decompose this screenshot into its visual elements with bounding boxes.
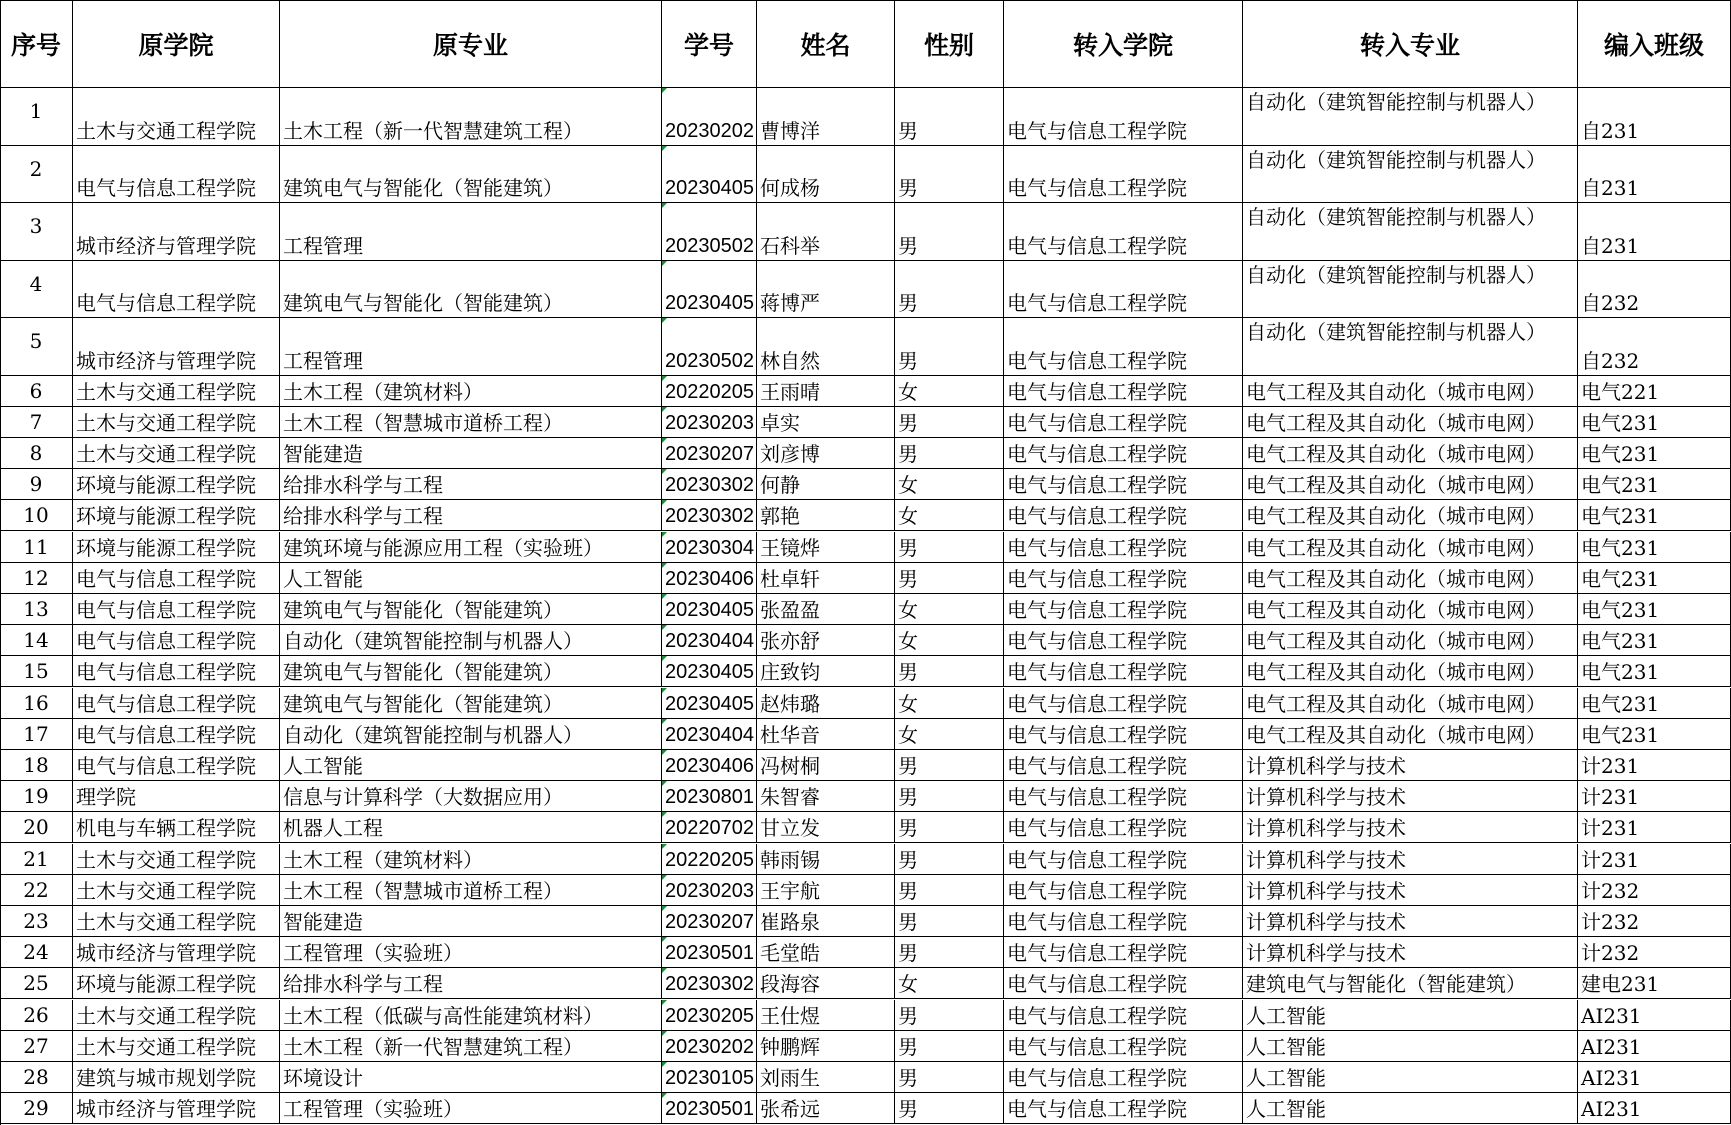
- cell-orig-college[interactable]: 环境与能源工程学院: [73, 532, 280, 563]
- cell-student-id[interactable]: 20220205: [662, 376, 757, 407]
- cell-name[interactable]: 张盈盈: [757, 594, 895, 625]
- cell-orig-major[interactable]: 工程管理（实验班）: [280, 1093, 662, 1124]
- cell-class[interactable]: 计232: [1578, 875, 1731, 906]
- cell-seq[interactable]: 8: [0, 438, 73, 469]
- cell-orig-college[interactable]: 城市经济与管理学院: [73, 318, 280, 376]
- cell-name[interactable]: 甘立发: [757, 812, 895, 843]
- cell-dest-college[interactable]: 电气与信息工程学院: [1004, 407, 1243, 438]
- cell-dest-major[interactable]: 人工智能: [1243, 1031, 1578, 1062]
- cell-dest-college[interactable]: 电气与信息工程学院: [1004, 968, 1243, 999]
- cell-gender[interactable]: 男: [895, 1031, 1004, 1062]
- cell-seq[interactable]: 11: [0, 532, 73, 563]
- cell-dest-major[interactable]: 建筑电气与智能化（智能建筑）: [1243, 968, 1578, 999]
- header-gender[interactable]: 性别: [895, 0, 1004, 88]
- cell-orig-college[interactable]: 城市经济与管理学院: [73, 1093, 280, 1124]
- cell-orig-college[interactable]: 环境与能源工程学院: [73, 500, 280, 531]
- cell-seq[interactable]: 9: [0, 469, 73, 500]
- cell-dest-major[interactable]: 计算机科学与技术: [1243, 875, 1578, 906]
- error-indicator-icon: [662, 812, 667, 817]
- cell-dest-major[interactable]: 自动化（建筑智能控制与机器人）: [1243, 318, 1578, 376]
- cell-orig-major[interactable]: 建筑电气与智能化（智能建筑）: [280, 594, 662, 625]
- cell-dest-college[interactable]: 电气与信息工程学院: [1004, 656, 1243, 687]
- cell-name[interactable]: 曹博洋: [757, 88, 895, 146]
- cell-orig-major[interactable]: 建筑电气与智能化（智能建筑）: [280, 656, 662, 687]
- cell-class[interactable]: 计231: [1578, 750, 1731, 781]
- cell-name[interactable]: 张希远: [757, 1093, 895, 1124]
- cell-orig-college[interactable]: 土木与交通工程学院: [73, 906, 280, 937]
- cell-name[interactable]: 何静: [757, 469, 895, 500]
- cell-seq[interactable]: 7: [0, 407, 73, 438]
- cell-class[interactable]: 电气231: [1578, 719, 1731, 750]
- cell-name[interactable]: 段海容: [757, 968, 895, 999]
- cell-dest-college[interactable]: 电气与信息工程学院: [1004, 625, 1243, 656]
- cell-dest-college[interactable]: 电气与信息工程学院: [1004, 500, 1243, 531]
- cell-dest-major[interactable]: 电气工程及其自动化（城市电网）: [1243, 376, 1578, 407]
- cell-seq[interactable]: 21: [0, 844, 73, 875]
- cell-orig-major[interactable]: 人工智能: [280, 563, 662, 594]
- cell-orig-major[interactable]: 给排水科学与工程: [280, 469, 662, 500]
- cell-class[interactable]: 电气231: [1578, 563, 1731, 594]
- cell-orig-college[interactable]: 土木与交通工程学院: [73, 438, 280, 469]
- error-indicator-icon: [662, 906, 667, 911]
- cell-name[interactable]: 冯树桐: [757, 750, 895, 781]
- cell-gender[interactable]: 女: [895, 968, 1004, 999]
- cell-student-id[interactable]: 20230801: [662, 781, 757, 812]
- cell-gender[interactable]: 男: [895, 656, 1004, 687]
- cell-student-id[interactable]: 20230304: [662, 532, 757, 563]
- cell-student-id[interactable]: 20230406: [662, 750, 757, 781]
- cell-orig-major[interactable]: 土木工程（建筑材料）: [280, 844, 662, 875]
- cell-orig-college[interactable]: 城市经济与管理学院: [73, 203, 280, 261]
- error-indicator-icon: [662, 688, 667, 693]
- error-indicator-icon: [662, 203, 667, 208]
- cell-name[interactable]: 毛堂皓: [757, 937, 895, 968]
- cell-dest-college[interactable]: 电气与信息工程学院: [1004, 750, 1243, 781]
- cell-gender[interactable]: 男: [895, 906, 1004, 937]
- cell-dest-college[interactable]: 电气与信息工程学院: [1004, 438, 1243, 469]
- cell-name[interactable]: 王宇航: [757, 875, 895, 906]
- cell-gender[interactable]: 男: [895, 1093, 1004, 1124]
- cell-dest-college[interactable]: 电气与信息工程学院: [1004, 937, 1243, 968]
- cell-student-id[interactable]: 20220205: [662, 844, 757, 875]
- cell-student-id[interactable]: 20230502: [662, 318, 757, 376]
- cell-seq[interactable]: 25: [0, 968, 73, 999]
- cell-dest-major[interactable]: 电气工程及其自动化（城市电网）: [1243, 438, 1578, 469]
- cell-dest-college[interactable]: 电气与信息工程学院: [1004, 203, 1243, 261]
- cell-gender[interactable]: 女: [895, 469, 1004, 500]
- error-indicator-icon: [662, 719, 667, 724]
- cell-student-id[interactable]: 20230405: [662, 688, 757, 719]
- cell-name[interactable]: 郭艳: [757, 500, 895, 531]
- cell-seq[interactable]: 3: [0, 203, 73, 261]
- cell-dest-college[interactable]: 电气与信息工程学院: [1004, 532, 1243, 563]
- cell-orig-college[interactable]: 电气与信息工程学院: [73, 656, 280, 687]
- cell-orig-major[interactable]: 信息与计算科学（大数据应用）: [280, 781, 662, 812]
- cell-orig-college[interactable]: 土木与交通工程学院: [73, 1000, 280, 1031]
- cell-student-id[interactable]: 20230207: [662, 438, 757, 469]
- cell-dest-college[interactable]: 电气与信息工程学院: [1004, 563, 1243, 594]
- cell-dest-major[interactable]: 电气工程及其自动化（城市电网）: [1243, 656, 1578, 687]
- cell-student-id[interactable]: 20230302: [662, 469, 757, 500]
- error-indicator-icon: [662, 407, 667, 412]
- cell-dest-major[interactable]: 电气工程及其自动化（城市电网）: [1243, 500, 1578, 531]
- cell-student-id[interactable]: 20230302: [662, 968, 757, 999]
- cell-orig-major[interactable]: 土木工程（智慧城市道桥工程）: [280, 875, 662, 906]
- cell-gender[interactable]: 男: [895, 438, 1004, 469]
- error-indicator-icon: [662, 1000, 667, 1005]
- cell-seq[interactable]: 19: [0, 781, 73, 812]
- cell-seq[interactable]: 28: [0, 1062, 73, 1093]
- cell-dest-college[interactable]: 电气与信息工程学院: [1004, 688, 1243, 719]
- cell-class[interactable]: 自232: [1578, 261, 1731, 319]
- cell-class[interactable]: 计232: [1578, 906, 1731, 937]
- cell-class[interactable]: 计231: [1578, 844, 1731, 875]
- cell-gender[interactable]: 男: [895, 146, 1004, 204]
- cell-name[interactable]: 韩雨锡: [757, 844, 895, 875]
- cell-seq[interactable]: 15: [0, 656, 73, 687]
- header-class[interactable]: 编入班级: [1578, 0, 1731, 88]
- cell-orig-college[interactable]: 电气与信息工程学院: [73, 688, 280, 719]
- cell-class[interactable]: 计231: [1578, 812, 1731, 843]
- cell-name[interactable]: 庄致钧: [757, 656, 895, 687]
- cell-gender[interactable]: 男: [895, 937, 1004, 968]
- cell-class[interactable]: 电气231: [1578, 688, 1731, 719]
- error-indicator-icon: [662, 438, 667, 443]
- cell-class[interactable]: AI231: [1578, 1031, 1731, 1062]
- cell-dest-college[interactable]: 电气与信息工程学院: [1004, 719, 1243, 750]
- error-indicator-icon: [662, 532, 667, 537]
- cell-dest-college[interactable]: 电气与信息工程学院: [1004, 906, 1243, 937]
- error-indicator-icon: [662, 750, 667, 755]
- error-indicator-icon: [662, 968, 667, 973]
- cell-dest-college[interactable]: 电气与信息工程学院: [1004, 1000, 1243, 1031]
- cell-dest-major[interactable]: 人工智能: [1243, 1000, 1578, 1031]
- cell-orig-major[interactable]: 土木工程（智慧城市道桥工程）: [280, 407, 662, 438]
- cell-orig-major[interactable]: 建筑电气与智能化（智能建筑）: [280, 146, 662, 204]
- cell-dest-major[interactable]: 电气工程及其自动化（城市电网）: [1243, 594, 1578, 625]
- cell-dest-college[interactable]: 电气与信息工程学院: [1004, 1062, 1243, 1093]
- cell-student-id[interactable]: 20230501: [662, 937, 757, 968]
- cell-student-id[interactable]: 20230405: [662, 261, 757, 319]
- cell-dest-major[interactable]: 计算机科学与技术: [1243, 812, 1578, 843]
- cell-name[interactable]: 崔路泉: [757, 906, 895, 937]
- cell-gender[interactable]: 男: [895, 563, 1004, 594]
- cell-student-id[interactable]: 20230105: [662, 1062, 757, 1093]
- cell-class[interactable]: 自231: [1578, 203, 1731, 261]
- header-dest-major[interactable]: 转入专业: [1243, 0, 1578, 88]
- cell-orig-major[interactable]: 给排水科学与工程: [280, 968, 662, 999]
- cell-seq[interactable]: 23: [0, 906, 73, 937]
- cell-dest-major[interactable]: 自动化（建筑智能控制与机器人）: [1243, 203, 1578, 261]
- header-seq[interactable]: 序号: [0, 0, 73, 88]
- cell-student-id[interactable]: 20230405: [662, 656, 757, 687]
- cell-orig-college[interactable]: 建筑与城市规划学院: [73, 1062, 280, 1093]
- cell-name[interactable]: 赵炜璐: [757, 688, 895, 719]
- cell-class[interactable]: 电气231: [1578, 438, 1731, 469]
- cell-dest-major[interactable]: 电气工程及其自动化（城市电网）: [1243, 532, 1578, 563]
- cell-student-id[interactable]: 20230405: [662, 146, 757, 204]
- error-indicator-icon: [662, 656, 667, 661]
- cell-name[interactable]: 杜华音: [757, 719, 895, 750]
- cell-student-id[interactable]: 20230501: [662, 1093, 757, 1124]
- cell-student-id[interactable]: 20230405: [662, 594, 757, 625]
- cell-class[interactable]: 计231: [1578, 781, 1731, 812]
- error-indicator-icon: [662, 875, 667, 880]
- cell-gender[interactable]: 男: [895, 812, 1004, 843]
- cell-class[interactable]: 电气221: [1578, 376, 1731, 407]
- error-indicator-icon: [662, 1031, 667, 1036]
- cell-class[interactable]: 自231: [1578, 88, 1731, 146]
- header-name[interactable]: 姓名: [757, 0, 895, 88]
- cell-gender[interactable]: 男: [895, 532, 1004, 563]
- cell-seq[interactable]: 27: [0, 1031, 73, 1062]
- cell-seq[interactable]: 22: [0, 875, 73, 906]
- cell-orig-major[interactable]: 工程管理（实验班）: [280, 937, 662, 968]
- header-orig-major[interactable]: 原专业: [280, 0, 662, 88]
- cell-orig-major[interactable]: 工程管理: [280, 203, 662, 261]
- cell-gender[interactable]: 男: [895, 1062, 1004, 1093]
- cell-orig-college[interactable]: 电气与信息工程学院: [73, 594, 280, 625]
- cell-orig-college[interactable]: 土木与交通工程学院: [73, 1031, 280, 1062]
- cell-dest-college[interactable]: 电气与信息工程学院: [1004, 781, 1243, 812]
- error-indicator-icon: [662, 88, 667, 93]
- cell-student-id[interactable]: 20230207: [662, 906, 757, 937]
- cell-student-id[interactable]: 20230404: [662, 719, 757, 750]
- cell-orig-major[interactable]: 环境设计: [280, 1062, 662, 1093]
- cell-gender[interactable]: 女: [895, 688, 1004, 719]
- cell-gender[interactable]: 男: [895, 844, 1004, 875]
- cell-name[interactable]: 钟鹏辉: [757, 1031, 895, 1062]
- cell-dest-college[interactable]: 电气与信息工程学院: [1004, 594, 1243, 625]
- cell-dest-major[interactable]: 电气工程及其自动化（城市电网）: [1243, 688, 1578, 719]
- cell-orig-college[interactable]: 土木与交通工程学院: [73, 88, 280, 146]
- cell-orig-college[interactable]: 电气与信息工程学院: [73, 563, 280, 594]
- cell-dest-major[interactable]: 自动化（建筑智能控制与机器人）: [1243, 88, 1578, 146]
- cell-seq[interactable]: 4: [0, 261, 73, 319]
- error-indicator-icon: [662, 261, 667, 266]
- cell-class[interactable]: AI231: [1578, 1062, 1731, 1093]
- error-indicator-icon: [662, 625, 667, 630]
- cell-seq[interactable]: 12: [0, 563, 73, 594]
- cell-seq[interactable]: 1: [0, 88, 73, 146]
- cell-seq[interactable]: 29: [0, 1093, 73, 1124]
- cell-gender[interactable]: 男: [895, 318, 1004, 376]
- cell-dest-college[interactable]: 电气与信息工程学院: [1004, 469, 1243, 500]
- cell-class[interactable]: 自231: [1578, 146, 1731, 204]
- cell-seq[interactable]: 6: [0, 376, 73, 407]
- cell-orig-major[interactable]: 建筑环境与能源应用工程（实验班）: [280, 532, 662, 563]
- cell-gender[interactable]: 女: [895, 376, 1004, 407]
- header-student-id[interactable]: 学号: [662, 0, 757, 88]
- cell-orig-major[interactable]: 土木工程（建筑材料）: [280, 376, 662, 407]
- cell-seq[interactable]: 2: [0, 146, 73, 204]
- cell-name[interactable]: 朱智睿: [757, 781, 895, 812]
- cell-student-id[interactable]: 20230203: [662, 407, 757, 438]
- cell-dest-major[interactable]: 计算机科学与技术: [1243, 937, 1578, 968]
- cell-dest-major[interactable]: 计算机科学与技术: [1243, 781, 1578, 812]
- error-indicator-icon: [662, 1093, 667, 1098]
- cell-dest-college[interactable]: 电气与信息工程学院: [1004, 875, 1243, 906]
- cell-gender[interactable]: 女: [895, 594, 1004, 625]
- cell-orig-major[interactable]: 建筑电气与智能化（智能建筑）: [280, 261, 662, 319]
- cell-student-id[interactable]: 20230406: [662, 563, 757, 594]
- cell-dest-college[interactable]: 电气与信息工程学院: [1004, 1031, 1243, 1062]
- error-indicator-icon: [662, 318, 667, 323]
- cell-class[interactable]: 电气231: [1578, 656, 1731, 687]
- cell-class[interactable]: 建电231: [1578, 968, 1731, 999]
- cell-student-id[interactable]: 20220702: [662, 812, 757, 843]
- cell-gender[interactable]: 男: [895, 875, 1004, 906]
- error-indicator-icon: [662, 500, 667, 505]
- cell-orig-college[interactable]: 电气与信息工程学院: [73, 719, 280, 750]
- cell-dest-college[interactable]: 电气与信息工程学院: [1004, 318, 1243, 376]
- cell-dest-major[interactable]: 自动化（建筑智能控制与机器人）: [1243, 261, 1578, 319]
- cell-name[interactable]: 何成杨: [757, 146, 895, 204]
- cell-gender[interactable]: 男: [895, 261, 1004, 319]
- cell-class[interactable]: 计232: [1578, 937, 1731, 968]
- cell-dest-major[interactable]: 电气工程及其自动化（城市电网）: [1243, 563, 1578, 594]
- cell-student-id[interactable]: 20230502: [662, 203, 757, 261]
- error-indicator-icon: [662, 844, 667, 849]
- cell-student-id[interactable]: 20230205: [662, 1000, 757, 1031]
- cell-orig-college[interactable]: 土木与交通工程学院: [73, 844, 280, 875]
- cell-orig-college[interactable]: 电气与信息工程学院: [73, 625, 280, 656]
- cell-name[interactable]: 卓实: [757, 407, 895, 438]
- cell-student-id[interactable]: 20230404: [662, 625, 757, 656]
- cell-student-id[interactable]: 20230202: [662, 1031, 757, 1062]
- error-indicator-icon: [662, 146, 667, 151]
- cell-dest-major[interactable]: 自动化（建筑智能控制与机器人）: [1243, 146, 1578, 204]
- cell-seq[interactable]: 18: [0, 750, 73, 781]
- cell-dest-major[interactable]: 人工智能: [1243, 1062, 1578, 1093]
- cell-class[interactable]: 电气231: [1578, 469, 1731, 500]
- cell-orig-major[interactable]: 给排水科学与工程: [280, 500, 662, 531]
- cell-name[interactable]: 杜卓轩: [757, 563, 895, 594]
- cell-dest-major[interactable]: 计算机科学与技术: [1243, 750, 1578, 781]
- error-indicator-icon: [662, 376, 667, 381]
- cell-dest-college[interactable]: 电气与信息工程学院: [1004, 812, 1243, 843]
- cell-dest-major[interactable]: 计算机科学与技术: [1243, 844, 1578, 875]
- cell-class[interactable]: AI231: [1578, 1000, 1731, 1031]
- cell-name[interactable]: 刘雨生: [757, 1062, 895, 1093]
- cell-student-id[interactable]: 20230302: [662, 500, 757, 531]
- cell-class[interactable]: 电气231: [1578, 625, 1731, 656]
- cell-dest-college[interactable]: 电气与信息工程学院: [1004, 844, 1243, 875]
- cell-class[interactable]: 电气231: [1578, 500, 1731, 531]
- cell-name[interactable]: 蒋博严: [757, 261, 895, 319]
- cell-name[interactable]: 石科举: [757, 203, 895, 261]
- cell-dest-college[interactable]: 电气与信息工程学院: [1004, 88, 1243, 146]
- cell-dest-college[interactable]: 电气与信息工程学院: [1004, 376, 1243, 407]
- cell-orig-college[interactable]: 电气与信息工程学院: [73, 146, 280, 204]
- error-indicator-icon: [662, 937, 667, 942]
- error-indicator-icon: [662, 1062, 667, 1067]
- header-dest-college[interactable]: 转入学院: [1004, 0, 1243, 88]
- cell-name[interactable]: 张亦舒: [757, 625, 895, 656]
- cell-class[interactable]: 自232: [1578, 318, 1731, 376]
- cell-student-id[interactable]: 20230203: [662, 875, 757, 906]
- cell-dest-major[interactable]: 电气工程及其自动化（城市电网）: [1243, 719, 1578, 750]
- cell-orig-college[interactable]: 环境与能源工程学院: [73, 968, 280, 999]
- cell-gender[interactable]: 男: [895, 88, 1004, 146]
- cell-gender[interactable]: 男: [895, 203, 1004, 261]
- cell-orig-major[interactable]: 工程管理: [280, 318, 662, 376]
- cell-orig-college[interactable]: 理学院: [73, 781, 280, 812]
- cell-orig-college[interactable]: 电气与信息工程学院: [73, 261, 280, 319]
- cell-seq[interactable]: 16: [0, 688, 73, 719]
- cell-orig-major[interactable]: 土木工程（低碳与高性能建筑材料）: [280, 1000, 662, 1031]
- cell-class[interactable]: 电气231: [1578, 407, 1731, 438]
- cell-orig-college[interactable]: 土木与交通工程学院: [73, 376, 280, 407]
- cell-name[interactable]: 刘彦博: [757, 438, 895, 469]
- cell-name[interactable]: 林自然: [757, 318, 895, 376]
- cell-orig-college[interactable]: 土木与交通工程学院: [73, 875, 280, 906]
- cell-orig-college[interactable]: 环境与能源工程学院: [73, 469, 280, 500]
- cell-gender[interactable]: 女: [895, 719, 1004, 750]
- cell-orig-major[interactable]: 土木工程（新一代智慧建筑工程）: [280, 88, 662, 146]
- cell-gender[interactable]: 女: [895, 625, 1004, 656]
- cell-dest-major[interactable]: 人工智能: [1243, 1093, 1578, 1124]
- cell-name[interactable]: 王雨晴: [757, 376, 895, 407]
- cell-orig-major[interactable]: 自动化（建筑智能控制与机器人）: [280, 719, 662, 750]
- cell-dest-major[interactable]: 电气工程及其自动化（城市电网）: [1243, 625, 1578, 656]
- error-indicator-icon: [662, 469, 667, 474]
- cell-dest-college[interactable]: 电气与信息工程学院: [1004, 1093, 1243, 1124]
- cell-orig-major[interactable]: 智能建造: [280, 438, 662, 469]
- cell-class[interactable]: AI231: [1578, 1093, 1731, 1124]
- cell-orig-college[interactable]: 电气与信息工程学院: [73, 750, 280, 781]
- cell-orig-major[interactable]: 建筑电气与智能化（智能建筑）: [280, 688, 662, 719]
- cell-dest-major[interactable]: 计算机科学与技术: [1243, 906, 1578, 937]
- cell-seq[interactable]: 5: [0, 318, 73, 376]
- cell-class[interactable]: 电气231: [1578, 594, 1731, 625]
- cell-dest-major[interactable]: 电气工程及其自动化（城市电网）: [1243, 407, 1578, 438]
- cell-gender[interactable]: 男: [895, 407, 1004, 438]
- cell-seq[interactable]: 14: [0, 625, 73, 656]
- error-indicator-icon: [662, 594, 667, 599]
- cell-orig-major[interactable]: 机器人工程: [280, 812, 662, 843]
- cell-orig-college[interactable]: 城市经济与管理学院: [73, 937, 280, 968]
- cell-student-id[interactable]: 20230202: [662, 88, 757, 146]
- cell-seq[interactable]: 20: [0, 812, 73, 843]
- cell-gender[interactable]: 男: [895, 750, 1004, 781]
- cell-name[interactable]: 王镜烨: [757, 532, 895, 563]
- cell-gender[interactable]: 男: [895, 1000, 1004, 1031]
- header-orig-college[interactable]: 原学院: [73, 0, 280, 88]
- cell-dest-college[interactable]: 电气与信息工程学院: [1004, 261, 1243, 319]
- cell-dest-college[interactable]: 电气与信息工程学院: [1004, 146, 1243, 204]
- cell-orig-college[interactable]: 机电与车辆工程学院: [73, 812, 280, 843]
- cell-orig-major[interactable]: 智能建造: [280, 906, 662, 937]
- cell-name[interactable]: 王仕煜: [757, 1000, 895, 1031]
- cell-orig-major[interactable]: 土木工程（新一代智慧建筑工程）: [280, 1031, 662, 1062]
- cell-seq[interactable]: 26: [0, 1000, 73, 1031]
- cell-class[interactable]: 电气231: [1578, 532, 1731, 563]
- cell-orig-college[interactable]: 土木与交通工程学院: [73, 407, 280, 438]
- cell-orig-major[interactable]: 自动化（建筑智能控制与机器人）: [280, 625, 662, 656]
- cell-gender[interactable]: 男: [895, 781, 1004, 812]
- cell-seq[interactable]: 24: [0, 937, 73, 968]
- cell-orig-major[interactable]: 人工智能: [280, 750, 662, 781]
- cell-seq[interactable]: 13: [0, 594, 73, 625]
- error-indicator-icon: [662, 781, 667, 786]
- cell-dest-major[interactable]: 电气工程及其自动化（城市电网）: [1243, 469, 1578, 500]
- cell-gender[interactable]: 女: [895, 500, 1004, 531]
- error-indicator-icon: [662, 563, 667, 568]
- cell-seq[interactable]: 17: [0, 719, 73, 750]
- cell-seq[interactable]: 10: [0, 500, 73, 531]
